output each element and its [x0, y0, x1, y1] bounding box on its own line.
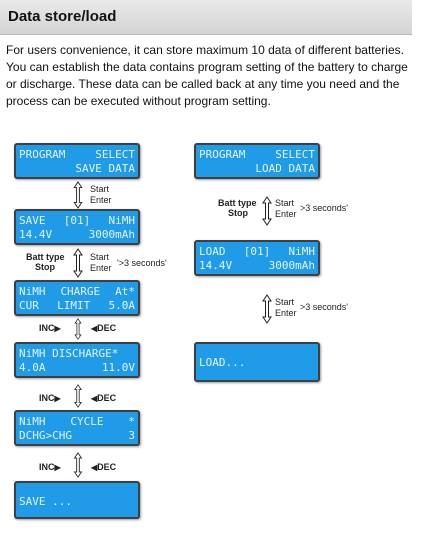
lcd-load-progress — [194, 342, 320, 382]
lcd-text: LOAD DATA — [255, 162, 315, 175]
lcd-text: [01] — [63, 214, 91, 227]
lcd-text: NiMH — [288, 245, 315, 258]
lcd-load-slot — [194, 240, 320, 276]
double-arrow-icon — [73, 181, 83, 209]
label-inc — [39, 393, 61, 404]
lcd-text: LOAD — [199, 245, 226, 258]
double-arrow-icon — [262, 286, 272, 332]
lcd-program-select-load — [194, 143, 320, 179]
lcd-text: CHARGE — [60, 285, 101, 298]
label-start: Start — [90, 252, 110, 262]
lcd-text: NiMH — [19, 415, 46, 428]
lcd-nimh-cycle — [14, 410, 140, 446]
section-header — [0, 0, 412, 35]
label-stop: Stop — [35, 262, 55, 272]
lcd-text: 3000mAh — [88, 228, 135, 241]
label-start: Start — [275, 198, 295, 208]
lcd-text: At* — [115, 285, 135, 298]
label-enter: Enter — [90, 195, 112, 205]
triangle-left-icon: ◀ — [91, 324, 98, 333]
dec-text: DEC — [97, 462, 117, 472]
lcd-text: 5.0A — [108, 299, 135, 312]
lcd-text: 3 — [128, 429, 135, 442]
label-inc — [39, 462, 61, 473]
label-enter: Enter — [90, 263, 112, 273]
lcd-text: NiMH DISCHARGE* — [19, 347, 119, 360]
lcd-text: SELECT — [95, 148, 135, 161]
double-arrow-icon — [73, 452, 83, 478]
triangle-right-icon: ▶ — [54, 324, 61, 333]
label-start: Start — [275, 297, 295, 307]
label-dec — [91, 462, 116, 473]
dec-text: DEC — [97, 393, 117, 403]
double-arrow-icon — [262, 190, 272, 232]
lcd-text: SELECT — [275, 148, 315, 161]
lcd-text: CUR — [19, 299, 39, 312]
section-title: Data store/load — [8, 8, 117, 25]
double-arrow-icon — [73, 248, 83, 278]
lcd-text: 11.0V — [101, 361, 135, 374]
inc-text: INC — [39, 323, 55, 333]
lcd-text: LOAD... — [199, 356, 246, 369]
lcd-text: PROGRAM — [19, 148, 66, 161]
inc-text: INC — [39, 393, 55, 403]
label-batt-type: Batt type — [218, 198, 257, 208]
lcd-save-progress — [14, 481, 140, 519]
lcd-nimh-charge — [14, 280, 140, 316]
label-enter: Enter — [275, 209, 297, 219]
description-paragraph: For users convenience, it can store maximum 10 data of different batteries. You can establish the data contains program setting of the battery to charge or discharge. These data can be called back at any time you need and the process can be executed without program setting. — [6, 43, 408, 108]
lcd-program-select-save — [14, 143, 140, 179]
lcd-text: NiMH — [19, 285, 46, 298]
lcd-nimh-discharge — [14, 342, 140, 378]
label-batt-type: Batt type — [26, 252, 65, 262]
label-start: Start — [90, 184, 110, 194]
triangle-left-icon: ◀ — [91, 463, 98, 472]
label-stop: Stop — [228, 208, 248, 218]
double-arrow-icon — [73, 318, 83, 340]
double-arrow-icon — [73, 384, 83, 408]
lcd-text: [01] — [243, 245, 271, 258]
lcd-text: SAVE DATA — [75, 162, 135, 175]
dec-text: DEC — [97, 323, 117, 333]
triangle-right-icon: ▶ — [54, 394, 61, 403]
lcd-save-slot — [14, 209, 140, 245]
lcd-text: SAVE ... — [19, 495, 72, 508]
lcd-text: PROGRAM — [199, 148, 246, 161]
inc-text: INC — [39, 462, 55, 472]
lcd-text: NiMH — [108, 214, 135, 227]
lcd-text: * — [128, 415, 135, 428]
lcd-text: SAVE — [19, 214, 46, 227]
label-inc — [39, 323, 61, 334]
label-duration: >3 seconds' — [300, 203, 349, 213]
label-duration: >3 seconds' — [300, 302, 349, 312]
lcd-text: 4.0A — [19, 361, 46, 374]
triangle-right-icon: ▶ — [54, 463, 61, 472]
triangle-left-icon: ◀ — [91, 394, 98, 403]
label-dec — [91, 323, 116, 334]
lcd-text: LIMIT — [57, 299, 91, 312]
lcd-text: CYCLE — [70, 415, 104, 428]
lcd-text: 14.4V — [19, 228, 53, 241]
label-enter: Enter — [275, 308, 297, 318]
lcd-text: 3000mAh — [268, 259, 315, 272]
lcd-text: DCHG>CHG — [19, 429, 72, 442]
label-dec — [91, 393, 116, 404]
label-duration: '>3 seconds' — [117, 258, 167, 268]
lcd-text: 14.4V — [199, 259, 233, 272]
